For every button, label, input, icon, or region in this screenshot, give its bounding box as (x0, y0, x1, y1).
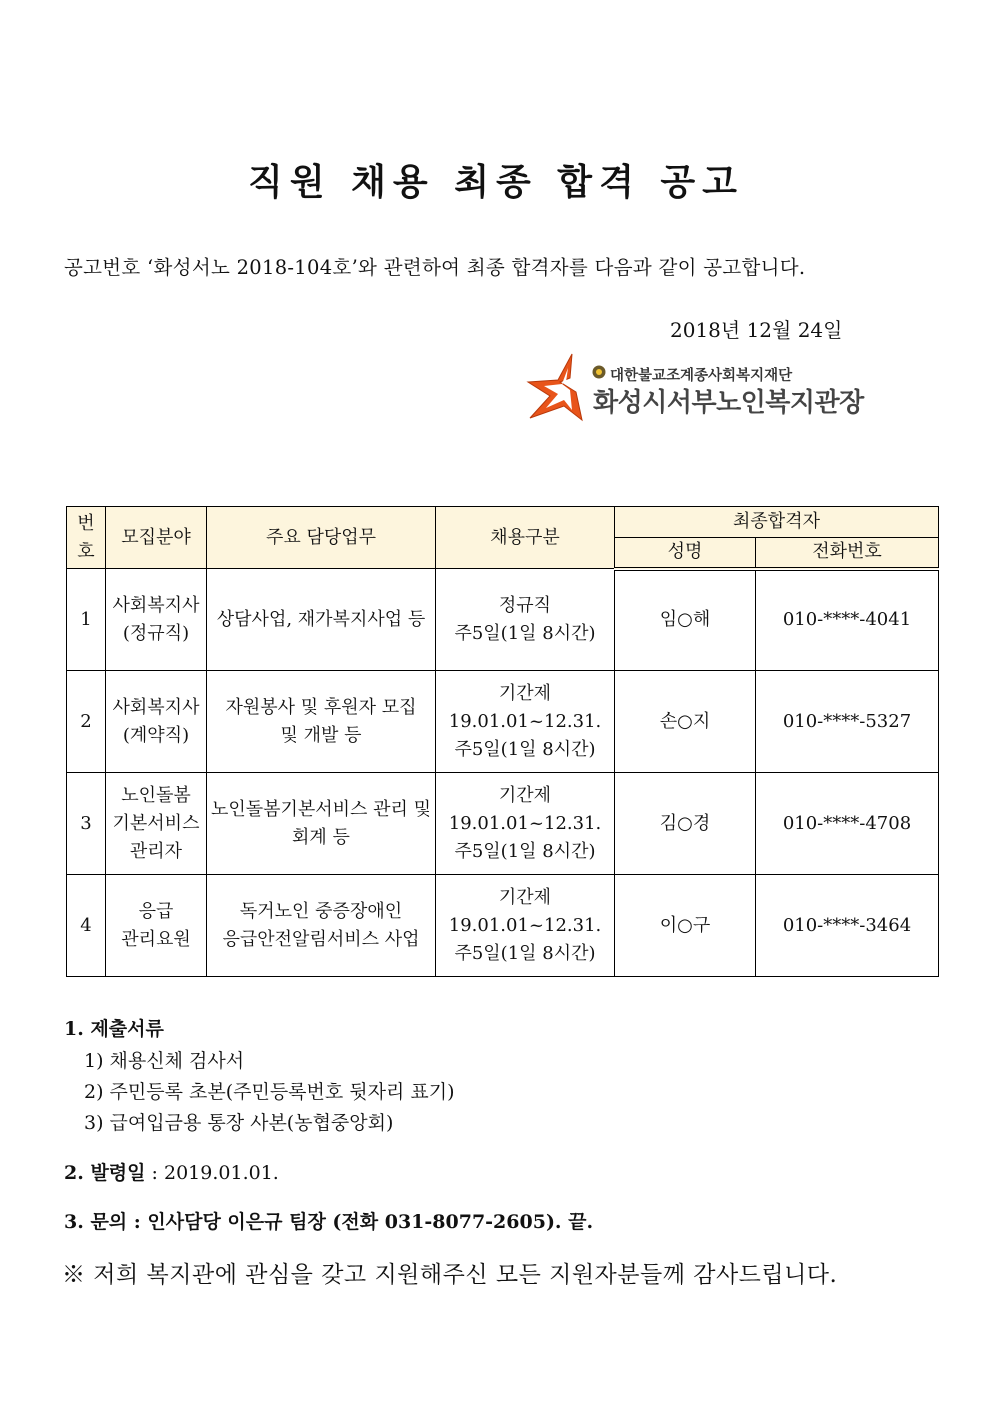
row-name: 임○해 (615, 569, 756, 671)
header-name: 성명 (615, 538, 756, 569)
thanks-note: ※ 저희 복지관에 관심을 갖고 지원해주신 모든 지원자분들께 감사드립니다. (62, 1262, 838, 1288)
row-duty: 노인돌봄기본서비스 관리 및 회계 등 (207, 773, 436, 875)
table-row (67, 773, 939, 875)
header-type: 채용구분 (436, 507, 615, 569)
header-finalists: 최종합격자 (615, 507, 939, 538)
row-type: 정규직 주5일(1일 8시간) (436, 569, 615, 671)
page-title: 직원 채용 최종 합격 공고 (248, 162, 744, 203)
doc-item: 2) 주민등록 초본(주민등록번호 뒷자리 표기) (84, 1081, 455, 1103)
start-date: 2. 발령일 : 2019.01.01. (64, 1162, 279, 1184)
buddhist-emblem-icon (592, 365, 606, 379)
doc-item: 3) 급여입금용 통장 사본(농협중앙회) (84, 1112, 394, 1134)
row-type: 기간제 19.01.01~12.31. 주5일(1일 8시간) (436, 773, 615, 875)
row-no: 2 (67, 671, 106, 773)
row-type: 기간제 19.01.01~12.31. 주5일(1일 8시간) (436, 671, 615, 773)
intro-text: 공고번호 ‘화성서노 2018-104호’와 관련하여 최종 합격자를 다음과 같이 공고합니다. (64, 256, 806, 279)
row-no: 3 (67, 773, 106, 875)
doc-item: 1) 채용신체 검사서 (84, 1050, 245, 1072)
finalists-table (66, 506, 939, 977)
row-phone: 010-****-3464 (756, 875, 939, 977)
row-field: 사회복지사 (정규직) (106, 569, 207, 671)
table-row (67, 671, 939, 773)
row-field: 사회복지사 (계약직) (106, 671, 207, 773)
header-duty: 주요 담당업무 (207, 507, 436, 569)
notice-date: 2018년 12월 24일 (670, 318, 843, 342)
row-phone: 010-****-5327 (756, 671, 939, 773)
table-row (67, 569, 939, 671)
row-name: 이○구 (615, 875, 756, 977)
header-phone: 전화번호 (756, 538, 939, 569)
docs-heading: 1. 제출서류 (64, 1018, 164, 1040)
table-row (67, 875, 939, 977)
row-phone: 010-****-4708 (756, 773, 939, 875)
row-field: 노인돌봄 기본서비스 관리자 (106, 773, 207, 875)
row-no: 1 (67, 569, 106, 671)
row-name: 손○지 (615, 671, 756, 773)
contact-info: 3. 문의 : 인사담당 이은규 팀장 (전화 031-8077-2605). 끝. (64, 1211, 594, 1233)
foundation-name: 대한불교조계종사회복지재단 (610, 368, 793, 384)
row-duty: 상담사업, 재가복지사업 등 (207, 569, 436, 671)
row-field: 응급 관리요원 (106, 875, 207, 977)
header-field: 모집분야 (106, 507, 207, 569)
header-no: 번호 (67, 507, 106, 569)
row-name: 김○경 (615, 773, 756, 875)
center-name: 화성시서부노인복지관장 (593, 388, 864, 418)
row-type: 기간제 19.01.01~12.31. 주5일(1일 8시간) (436, 875, 615, 977)
row-phone: 010-****-4041 (756, 569, 939, 671)
row-duty: 독거노인 중증장애인 응급안전알림서비스 사업 (207, 875, 436, 977)
row-duty: 자원봉사 및 후원자 모집 및 개발 등 (207, 671, 436, 773)
row-no: 4 (67, 875, 106, 977)
